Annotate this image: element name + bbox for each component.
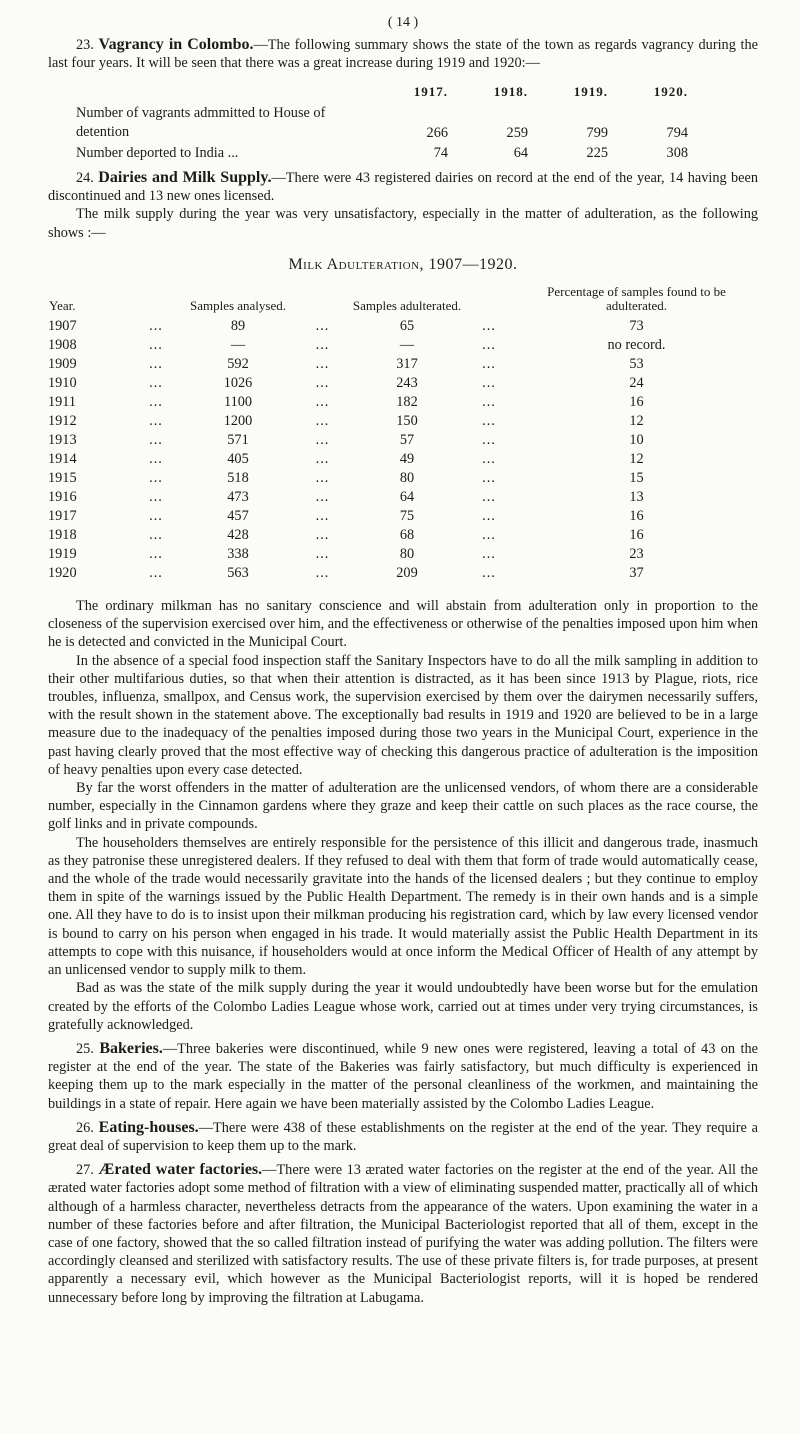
leader-dots: ... <box>482 527 496 544</box>
year-cell: 1914 <box>48 451 77 468</box>
leader-dots: ... <box>315 489 330 506</box>
year-cell: 1907 <box>48 318 77 335</box>
leader-dots: ... <box>482 432 496 449</box>
year-cell: 1916 <box>48 489 77 506</box>
bakeries-text: —Three bakeries were discontinued, while 9 new ones were registered, leaving a total of 43 on the register at the end of the year. The state of the Bakeries was fairly satisfactory, but much difficulty is experienced in keeping them up to the mark especially in the matter of the personal cleanliness of the workmen, and maintaining the buildings in a state of repair. Here again we have been materially assisted by the Colombo Ladies League. <box>48 1040 758 1112</box>
leader-dots: ... <box>482 565 496 582</box>
leader-dots: ... <box>315 375 330 392</box>
vagrancy-heading-number: 23. <box>76 37 94 54</box>
dairies-heading: Dairies and Milk Supply. <box>98 169 272 187</box>
vagrancy-year-1920: 1920. <box>653 83 688 99</box>
leader-dots: ... <box>149 432 163 449</box>
milkman-paragraph: The ordinary milkman has no sanitary conscience and will abstain from adulteration only in proportion to the closeness of the supervision exercised over him, and the effectiveness or otherwise of the penalties imposed upon him when he is detected and convicted in the Municipal Court. <box>48 598 758 651</box>
analysed-cell: 428 <box>227 527 249 544</box>
leader-dots: ... <box>149 489 163 506</box>
percentage-cell: 12 <box>629 413 644 430</box>
analysed-cell: 1200 <box>223 413 253 430</box>
vagrancy-paragraph <box>48 36 758 72</box>
vagrancy-cell: 64 <box>513 144 528 161</box>
table-row <box>48 103 688 143</box>
leader-dots: ... <box>149 337 163 354</box>
leader-dots: ... <box>149 508 163 525</box>
year-cell: 1915 <box>48 470 77 487</box>
bakeries-heading-number: 25. <box>76 1040 94 1057</box>
leader-dots: ... <box>315 337 330 354</box>
col-header-percentage: Percentage of samples found to be adulterated. <box>547 284 726 314</box>
adulterated-cell: 182 <box>396 394 418 411</box>
leader-dots: ... <box>149 356 163 373</box>
analysed-cell: 457 <box>227 508 249 525</box>
table-row <box>48 393 758 412</box>
ladies-league-paragraph: Bad as was the state of the milk supply during the year it would undoubtedly have been worse but for the emulation created by the efforts of the Colombo Ladies League whose work, carried out at times under very trying circumstances, is gratefully acknowledged. <box>48 980 758 1033</box>
analysed-cell: 1026 <box>223 375 253 392</box>
leader-dots: ... <box>149 451 163 468</box>
percentage-cell: 15 <box>629 470 644 487</box>
percentage-cell: 73 <box>629 318 644 335</box>
analysed-cell: 473 <box>227 489 249 506</box>
year-cell: 1918 <box>48 527 77 544</box>
adulterated-cell: 49 <box>399 451 415 468</box>
leader-dots: ... <box>482 470 496 487</box>
percentage-cell: 10 <box>629 432 644 449</box>
adulterated-cell: 64 <box>399 489 415 506</box>
table-row <box>48 317 758 336</box>
leader-dots: ... <box>315 508 330 525</box>
table-row <box>48 450 758 469</box>
year-cell: 1919 <box>48 546 77 563</box>
leader-dots: ... <box>315 565 330 582</box>
leader-dots: ... <box>482 375 496 392</box>
table-row <box>48 431 758 450</box>
householders-paragraph: The householders themselves are entirely responsible for the persistence of this illicit and dangerous trade, inasmuch as they patronise these unregistered dealers. If they refused to deal with them that form of trade would automatically cease, and the whole of the trade would necessarily gravitate into the hands of the licensed dealers ; but they continue to employ them in spite of the warnings issued by the Public Health Department. The remedy is in their own hands and is a simple one. All they have to do is to insist upon their milkman producing his registration card, which by law every licensed vendor is bound to carry on his person when engaged in his trade. It would materially assist the Public Health Department in its attempts to cope with this nuisance, if householders would at once inform the Medical Officer of Health of any attempt by an unlicensed vendor to supply milk to them. <box>48 834 758 979</box>
leader-dots: ... <box>149 546 163 563</box>
leader-dots: ... <box>482 413 496 430</box>
percentage-cell: 53 <box>629 356 644 373</box>
aerated-water-heading-number: 27. <box>76 1162 94 1179</box>
table-row <box>48 526 758 545</box>
vagrancy-cell: 794 <box>666 124 688 141</box>
table-row <box>48 412 758 431</box>
leader-dots: ... <box>315 394 330 411</box>
vagrancy-year-1917: 1917. <box>413 83 448 99</box>
vagrancy-row-label: Number of vagrants admmitted to House of detention <box>76 104 326 140</box>
adulterated-cell: 80 <box>399 546 415 563</box>
bakeries-heading: Bakeries. <box>99 1039 163 1057</box>
adulterated-cell: 209 <box>396 565 418 582</box>
leader-dots: ... <box>149 470 163 487</box>
year-cell: 1912 <box>48 413 77 430</box>
aerated-water-paragraph <box>48 1161 758 1307</box>
offenders-paragraph: By far the worst offenders in the matter of adulteration are the unlicensed vendors, of whom there are a considerable number, especially in the Cinnamon gardens where they graze and keep their cattle on such places as the race course, the golf links and in private compounds. <box>48 780 758 833</box>
leader-dots: ... <box>315 413 330 430</box>
dairies-heading-number: 24. <box>76 170 94 187</box>
eating-houses-text: —There were 438 of these establishments on the register at the end of the year. They require a great deal of supervision to keep them up to the mark. <box>48 1119 758 1154</box>
vagrancy-cell: 266 <box>426 124 448 141</box>
vagrancy-year-1918: 1918. <box>493 83 528 99</box>
leader-dots: ... <box>482 451 496 468</box>
analysed-cell: 89 <box>230 318 246 335</box>
table-row <box>48 355 758 374</box>
leader-dots: ... <box>315 356 330 373</box>
analysed-cell: — <box>230 337 246 354</box>
leader-dots: ... <box>482 318 496 335</box>
leader-dots: ... <box>315 546 330 563</box>
vagrancy-cell: 799 <box>586 124 608 141</box>
aerated-water-text: —There were 13 ærated water factories on the register at the end of the year. All the ærated water factories adopt some method of filtration with a view of eliminating suspended matter, practically all of which although of a harmless character, nevertheless detracts from the appearance of the waters. Upon examining the water in a number of these factories before and after filtration, the Municipal Bacteriologist reported that all of them, except in the case of one factory, showed that the so called filtration instead of purifying the water was adding pollution. The filters were accordingly cleansed and sterilized with satisfactory results. The use of these private filters is, for trade purposes, at present apparently a necessary evil, which however as the Municipal Bacteriologist reports, will it is hoped be rendered unnecessary before long by improving the filtration at Labugama. <box>48 1162 759 1306</box>
year-cell: 1911 <box>48 394 77 411</box>
leader-dots: ... <box>315 470 330 487</box>
table-row <box>48 507 758 526</box>
vagrancy-cell: 259 <box>506 124 528 141</box>
leader-dots: ... <box>149 413 163 430</box>
adulterated-cell: — <box>399 337 415 354</box>
inspection-paragraph: In the absence of a special food inspection staff the Sanitary Inspectors have to do all the milk sampling in addition to their other multifarious duties, so that when their attention is distracted, as it has been since 1913 by Plague, riots, rice troubles, influenza, smallpox, and Census work, the supervision exercised by them over the dairymen necessarily suffers, with the result shown in the statement above. The exceptionally bad results in 1919 and 1920 are believed to be in a large measure due to the inadequacy of the penalties imposed during those two years in the Municipal Court, experience in the past having clearly proved that the most effective way of checking this dangerous practice of adulteration is the imposition of heavy penalties upon every case detected. <box>48 652 758 778</box>
table-row <box>48 374 758 393</box>
dairies-paragraph <box>48 169 758 205</box>
leader-dots: ... <box>149 375 163 392</box>
percentage-cell: 24 <box>629 375 644 392</box>
leader-dots: ... <box>482 489 496 506</box>
vagrancy-row-label: Number deported to India ... <box>76 144 239 161</box>
leader-dots: ... <box>482 546 496 563</box>
eating-houses-heading: Eating-houses. <box>98 1118 199 1136</box>
year-cell: 1908 <box>48 337 77 354</box>
analysed-cell: 1100 <box>223 394 253 411</box>
leader-dots: ... <box>149 527 163 544</box>
percentage-cell: 37 <box>629 565 644 582</box>
table-row <box>48 143 688 163</box>
table-row <box>48 469 758 488</box>
table-row <box>48 488 758 507</box>
year-cell: 1917 <box>48 508 77 525</box>
vagrancy-year-1919: 1919. <box>573 83 608 99</box>
adulterated-cell: 68 <box>399 527 415 544</box>
adulterated-cell: 317 <box>396 356 418 373</box>
vagrancy-cell: 225 <box>586 144 608 161</box>
adulterated-cell: 243 <box>396 375 418 392</box>
bakeries-paragraph <box>48 1040 758 1113</box>
dairies-text: —There were 43 registered dairies on record at the end of the year, 14 having been discontinued and 13 new ones licensed. <box>48 170 759 205</box>
leader-dots: ... <box>315 432 330 449</box>
leader-dots: ... <box>149 565 163 582</box>
vagrancy-cell: 74 <box>433 144 448 161</box>
eating-houses-heading-number: 26. <box>76 1119 94 1136</box>
analysed-cell: 571 <box>227 432 249 449</box>
leader-dots: ... <box>482 356 496 373</box>
milk-supply-paragraph: The milk supply during the year was very unsatisfactory, especially in the matter of adulteration, as the following shows :— <box>48 206 758 241</box>
percentage-cell: 16 <box>629 527 644 544</box>
leader-dots: ... <box>149 318 163 335</box>
analysed-cell: 518 <box>227 470 249 487</box>
vagrancy-table <box>48 83 688 163</box>
percentage-cell: 13 <box>629 489 644 506</box>
milk-table-title: Milk Adulteration, 1907—1920. <box>288 255 518 273</box>
vagrancy-cell: 308 <box>666 144 688 161</box>
milk-adulteration-table <box>48 284 758 583</box>
adulterated-cell: 150 <box>396 413 418 430</box>
leader-dots: ... <box>482 394 496 411</box>
adulterated-cell: 80 <box>399 470 415 487</box>
vagrancy-text: —The following summary shows the state of the town as regards vagrancy during the last four years. It will be seen that there was a great increase during 1919 and 1920:— <box>48 37 758 72</box>
leader-dots: ... <box>315 318 330 335</box>
col-header-year: Year. <box>49 298 76 314</box>
milk-table-body <box>48 317 758 583</box>
year-cell: 1920 <box>48 565 77 582</box>
percentage-cell: no record. <box>607 337 666 354</box>
analysed-cell: 592 <box>227 356 249 373</box>
table-row <box>48 545 758 564</box>
table-row <box>48 564 758 583</box>
leader-dots: ... <box>482 508 496 525</box>
col-header-adulterated: Samples adulterated. <box>352 298 462 314</box>
percentage-cell: 23 <box>629 546 644 563</box>
col-header-analysed: Samples analysed. <box>189 298 287 314</box>
leader-dots: ... <box>315 527 330 544</box>
leader-dots: ... <box>149 394 163 411</box>
percentage-cell: 12 <box>629 451 644 468</box>
adulterated-cell: 65 <box>399 318 415 335</box>
table-row <box>48 336 758 355</box>
year-cell: 1909 <box>48 356 77 373</box>
year-cell: 1913 <box>48 432 77 449</box>
analysed-cell: 405 <box>227 451 249 468</box>
page-number: ( 14 ) <box>387 15 419 30</box>
analysed-cell: 563 <box>227 565 249 582</box>
adulterated-cell: 57 <box>399 432 415 449</box>
leader-dots: ... <box>482 337 496 354</box>
percentage-cell: 16 <box>629 394 644 411</box>
analysed-cell: 338 <box>227 546 249 563</box>
aerated-water-heading: Ærated water factories. <box>98 1161 263 1179</box>
eating-houses-paragraph <box>48 1119 758 1155</box>
adulterated-cell: 75 <box>399 508 415 525</box>
year-cell: 1910 <box>48 375 77 392</box>
percentage-cell: 16 <box>629 508 644 525</box>
vagrancy-heading: Vagrancy in Colombo. <box>98 36 254 54</box>
leader-dots: ... <box>315 451 330 468</box>
